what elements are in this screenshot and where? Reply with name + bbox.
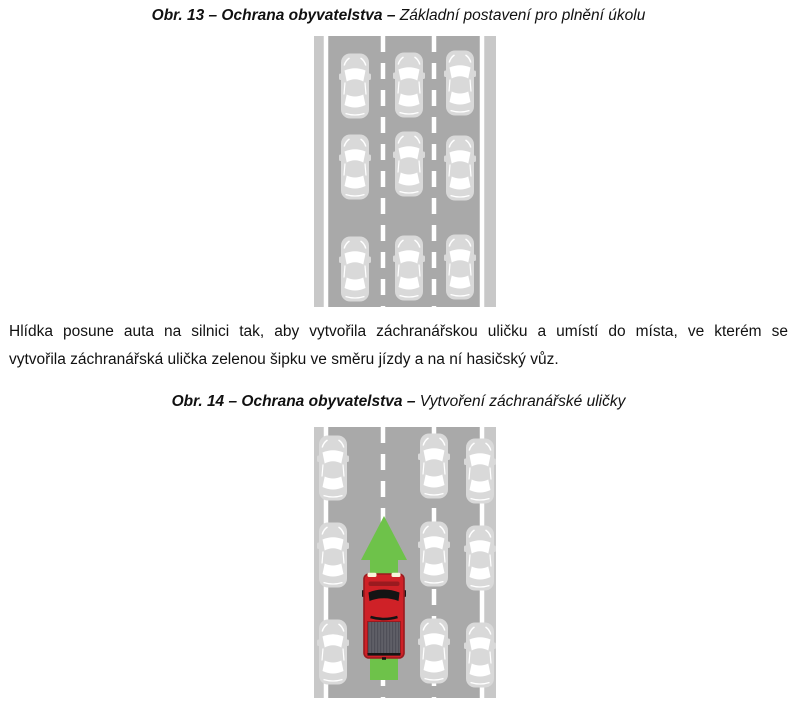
car-icon (464, 439, 496, 504)
car-icon (444, 136, 476, 201)
fire-truck-icon (362, 573, 406, 660)
figure-14-road-diagram (314, 427, 496, 698)
car-icon (444, 235, 476, 300)
figure-13-caption-title: Základní postavení pro plnění úkolu (399, 7, 646, 24)
road-surface (324, 427, 484, 698)
body-paragraph (9, 318, 788, 373)
car-icon (418, 619, 450, 684)
car-icon (418, 434, 450, 499)
car-icon (317, 436, 349, 501)
car-icon (393, 53, 425, 118)
figure-14-caption (0, 392, 797, 412)
car-icon (464, 526, 496, 591)
figure-14-caption-label: Obr. 14 – Ochrana obyvatelstva – (171, 393, 420, 410)
figure-14-container (0, 427, 797, 698)
car-icon (464, 623, 496, 688)
figure-13-road-diagram (314, 36, 496, 307)
car-icon (317, 620, 349, 685)
car-icon (393, 236, 425, 301)
paragraph-line-2: vytvořila záchranářská ulička zelenou šipku ve směru jízdy a na ní hasičský vůz. (9, 350, 559, 368)
figure-14-caption-title: Vytvoření záchranářské uličky (419, 393, 626, 410)
car-icon (339, 135, 371, 200)
car-icon (418, 522, 450, 587)
car-icon (339, 237, 371, 302)
car-icon (444, 51, 476, 116)
figure-13-caption-label: Obr. 13 – Ochrana obyvatelstva – (151, 7, 400, 24)
car-icon (393, 132, 425, 197)
car-icon (317, 523, 349, 588)
car-icon (339, 54, 371, 119)
figure-13-caption (0, 6, 797, 26)
paragraph-line-1: Hlídka posune auta na silnici tak, aby vytvořila záchranářskou uličku a umístí do místa, ve kterém se (9, 323, 788, 340)
figure-13-container (0, 36, 797, 307)
